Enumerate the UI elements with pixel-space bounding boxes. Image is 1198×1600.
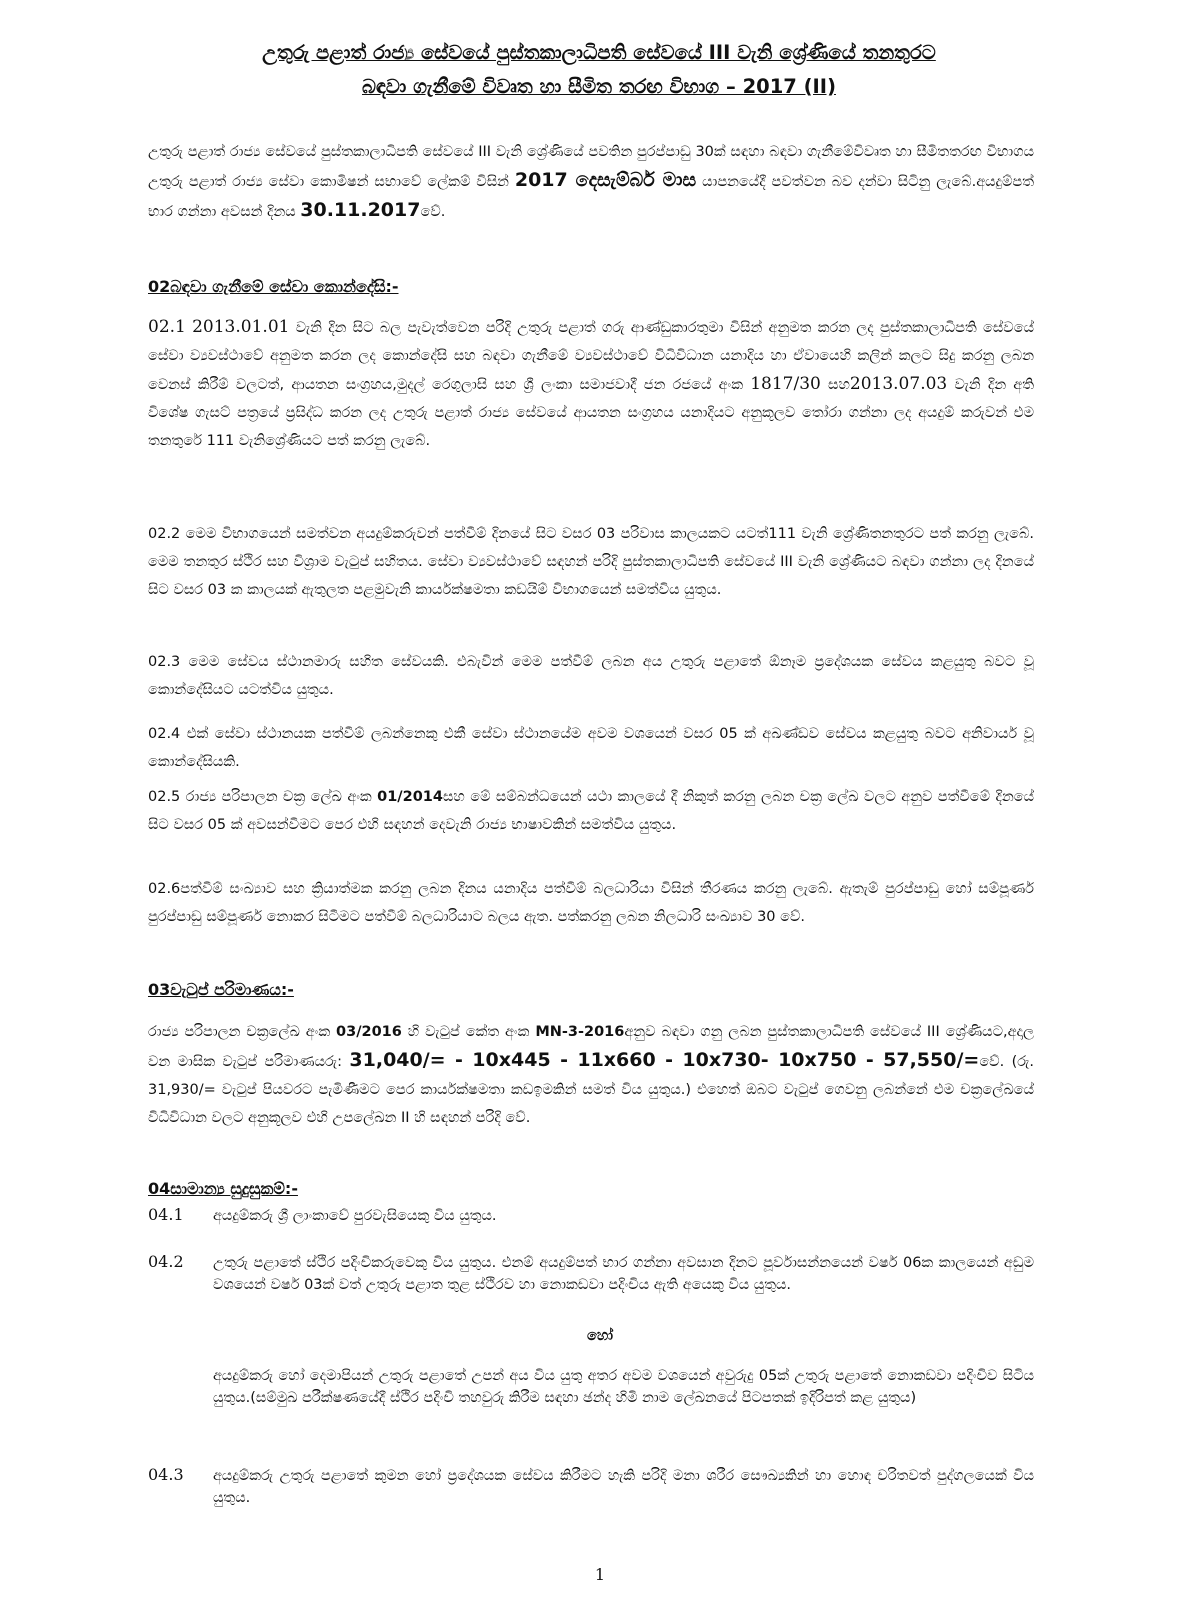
- item-04-2-text: උතුරු පළාතේ ස්ථිර පදිංචිකරුවෙකු විය යුතුය. එනම් අයදුම්පත් භාර ගන්නා අවසාන දිනට පූර්වාසන්නයෙන් වර්ෂ 06ක කාලයෙන් අඩුම වශයෙන් වර්ෂ 03ක් වත් උතුරු පළාත තුළ ස්ථිරව හා නොකඩවා පදිංචිය ඇති අයෙකු විය යුතුය.: [213, 1255, 1034, 1293]
- salary-paragraph: [148, 1018, 1034, 1132]
- page-number: 1: [594, 1565, 606, 1584]
- salary-scale: 31,040/= - 10x445 - 11x660 - 10x730- 10x750 - 57,550/=: [349, 1049, 980, 1071]
- paragraph-02-1-text-b: වැනි දින අති විශේෂ ගැසට් පත්‍රයේ ප්‍රසිද්ධ කරන ලද උතුරු පළාත් රාජ්‍ය සේවයේ ආයතන සංග්‍රහය යනාදියට අනුකූලව තෝරා ගන්නා ලද අයදුම් කරුවන් එම තනතුරේ 111 වැනිශ්‍රේණියට පත් කරනු ලැබේ.: [148, 377, 1034, 449]
- salary-code: MN-3-2016: [535, 1024, 625, 1040]
- document-title-line-2: බඳවා ගැනීමේ විවෘත හා සීමිත තරඟ විභාග – 2017 (II): [362, 75, 836, 98]
- item-04-3-text: අයදුම්කරු උතුරු පළාතේ කුමන හෝ ප්‍රදේශයක සේවය කිරීමට හැකි පරිදි මනා ශරීර සෞඛ්‍යකින් හා හොඳ චරිතවත් පුද්ගලයෙක් විය යුතුය.: [213, 1468, 1034, 1506]
- salary-text-d: වේ. (රු. 31,930/= වැටුප් පියවරට පැමිණීමට පෙර කාර්යක්ෂමතා කඩඉමකින් සමත් විය යුතුය.) එහෙත් ඔබට වැටුප් ගෙවනු ලබන්නේ එම චක්‍රලේඛයේ විධිවිධාන වලට අනුකූලව එහි උපලේඛන II හි සඳහන් පරිදි වේ.: [148, 1054, 1035, 1126]
- item-04-1-number: 04.1: [148, 1205, 184, 1224]
- closing-date: 30.11.2017: [300, 199, 421, 221]
- gazette-date: 2013.07.03: [849, 374, 948, 394]
- paragraph-02-5-text-a: 02.5 රාජ්‍ය පරිපාලන චක්‍ර ලේඛ අංක: [148, 789, 372, 805]
- document-title-line-1: උතුරු පළාත් රාජ්‍ය සේවයේ පුස්තකාලාධිපති සේවයේ III වැනි ශ්‍රේණියේ තනතුරට: [262, 41, 936, 64]
- or-separator: හෝ: [586, 1328, 614, 1344]
- paragraph-02-1: [148, 313, 1034, 455]
- paragraph-02-1-number: 02.1: [148, 317, 186, 337]
- paragraph-02-1-and: සහ: [828, 377, 850, 393]
- circular-number-2016: 03/2016: [336, 1024, 402, 1040]
- paragraph-02-2: 02.2 මෙම විභාගයෙන් සමත්වන අයදුම්කරුවන් පත්වීම් දිනයේ සිට වසර 03 පරිවාස කාලයකට යටත්111 වැනි ශ්‍රේණිතනතුරට පත් කරනු ලැබේ. මෙම තනතුර ස්ථිර සහ විශ්‍රාම වැටුප් සහිතය. සේවා ව්‍යවස්ථාවේ සඳහන් පරිදි පුස්තකාලාධිපති සේවයේ III වැනි ශ්‍රේණියට බඳවා ගන්නා ලද දිනයේ සිට වසර 03 ක කාලයක් ඇතුලත පළමුවැනි කාර්යක්ෂමතා කඩයිම් විභාගයෙන් සමත්විය යුතුය.: [148, 526, 1034, 598]
- salary-text-c: අනුව බඳවා ගනු ලබන පුස්තකාලාධිපති සේවයේ III ශ්‍රේණියට,අදාල වන මාසික වැටුප් පරිමාණයරු:: [148, 1024, 1035, 1070]
- paragraph-02-6: 02.6පත්වීම් සංඛ්‍යාව සහ ක්‍රියාත්මක කරනු ලබන දිනය යනාදිය පත්වීම් බලධාරියා විසින් තීරණය කරනු ලැබේ. ඇතැම් පුරප්පාඩු හෝ සම්පූර්ණ පුරප්පාඩු සම්පූර්ණ නොකර සිටීමට පත්වීම් බලධාරියාට බලය ඇත. පත්කරනු ලබන නිලධාරි සංඛ්‍යාව 30 වේ.: [148, 881, 1034, 925]
- salary-text-a: රාජ්‍ය පරිපාලන චක්‍රලේඛ අංක: [148, 1024, 331, 1040]
- section-04-heading: 04සාමාන්‍ය සුදුසුකම්:-: [148, 1179, 298, 1198]
- item-04-3-number: 04.3: [148, 1465, 184, 1484]
- paragraph-02-1-text-a: වැනි දින සිට බල පැවැත්වෙන පරිදි උතුරු පළාත් ගරු ආණ්ඩුකාරතුමා විසින් අනුමත කරන ලද පුස්තකාලාධිපති සේවයේ සේවා ව්‍යවස්ථාවේ අනුමත කරන ලද කොන්දේසි සහ බඳවා ගැනීමේ ව්‍යවස්ථාවේ විධිවිධාන යනාදිය හා ඒවායෙහි කලින් කලට සිදු කරනු ලබන වෙනස් කිරීම් වලටත්, ආයතන සංග්‍රහය,මුදල් රෙගුලාසි සහ ශ්‍රී ලංකා සමාජවාදී ජන රජයේ අංක: [148, 320, 1034, 393]
- section-02-heading: 02බඳවා ගැනීමේ සේවා කොන්දේසි:-: [148, 277, 399, 296]
- item-04-1-text: අයදුම්කරු ශ්‍රී ලාංකාවේ පුරවැසියෙකු විය යුතුය.: [213, 1208, 497, 1224]
- effective-date: 2013.01.01: [192, 317, 290, 337]
- section-03-heading: 03වැටුප් පරිමාණය:-: [148, 980, 294, 999]
- paragraph-02-3: 02.3 මෙම සේවය ස්ථානමාරු සහිත සේවයකි. එබැවින් මෙම පත්වීම් ලබන අය උතුරු පළාතේ ඕනෑම ප්‍රදේශයක සේවය කළයුතු බවට වූ කොන්දේසියට යටත්විය යුතුය.: [148, 654, 1034, 698]
- gazette-number: 1817/30: [750, 374, 821, 394]
- intro-text-3: වේ.: [420, 204, 446, 220]
- intro-text-2: යාපනයේදී පවත්වන බව දන්වා සිටිනු ලැබේ.අයදුම්පත් භාර ගන්නා අවසන් දිනය: [148, 174, 1035, 220]
- salary-text-b: හි වැටුප් කේත අංක: [407, 1024, 530, 1040]
- paragraph-02-4: 02.4 එක් සේවා ස්ථානයක පත්වීම් ලබන්නෙකු එකී සේවා ස්ථානයේම අවම වශයෙන් වසර 05 ක් අඛණ්ඩව සේවය කළයුතු බවට අනිවාර්ය වූ කොන්දේසියකි.: [148, 726, 1034, 770]
- exam-month: 2017 දෙසැම්බර් මාස: [514, 169, 697, 191]
- paragraph-02-5: [148, 783, 1034, 839]
- intro-text-1: උතුරු පළාත් රාජ්‍ය සේවයේ පුස්තකාලාධිපති සේවයේ III වැනි ශ්‍රේණියේ පවතින පුරප්පාඩු 30ක් සඳහා බඳවා ගැනීමේවිවෘත හා සීමිතතරඟ විභාගය උතුරු පළාත් රාජ්‍ය සේවා කොමිෂන් සභාවේ ලේකම් විසින්: [148, 144, 1034, 190]
- paragraph-02-5-text-b: සහ මේ සම්බන්ධයෙන් යථා කාලයේ දී නිකුත් කරනු ලබන චක්‍ර ලේඛ වලට අනුව පත්වීමේ දිනයේ සිට වසර 05 ක් අවසන්වීමට පෙර එහි සඳහන් දෙවැනි රාජ්‍ය භාෂාවකින් සමත්විය යුතුය.: [148, 789, 1035, 833]
- intro-paragraph: [148, 138, 1034, 226]
- item-04-2-alternative: අයදුම්කරු හෝ දෙමාපියන් උතුරු පළාතේ උපන් අය විය යුතු අතර අවම වශයෙන් අවුරුදු 05ක් උතුරු පළාතේ නොකඩවා පදිංචිව සිටිය යුතුය.(සම්මුඛ පරීක්ෂණයේදී ස්ථිර පදිංචි තහවුරු කිරීම සඳහා ඡන්ද හිමි නාම ලේඛනයේ පිටපතක් ඉදිරිපත් කළ යුතුය): [213, 1368, 1034, 1406]
- circular-number-2014: 01/2014: [377, 789, 443, 805]
- item-04-2-number: 04.2: [148, 1252, 184, 1271]
